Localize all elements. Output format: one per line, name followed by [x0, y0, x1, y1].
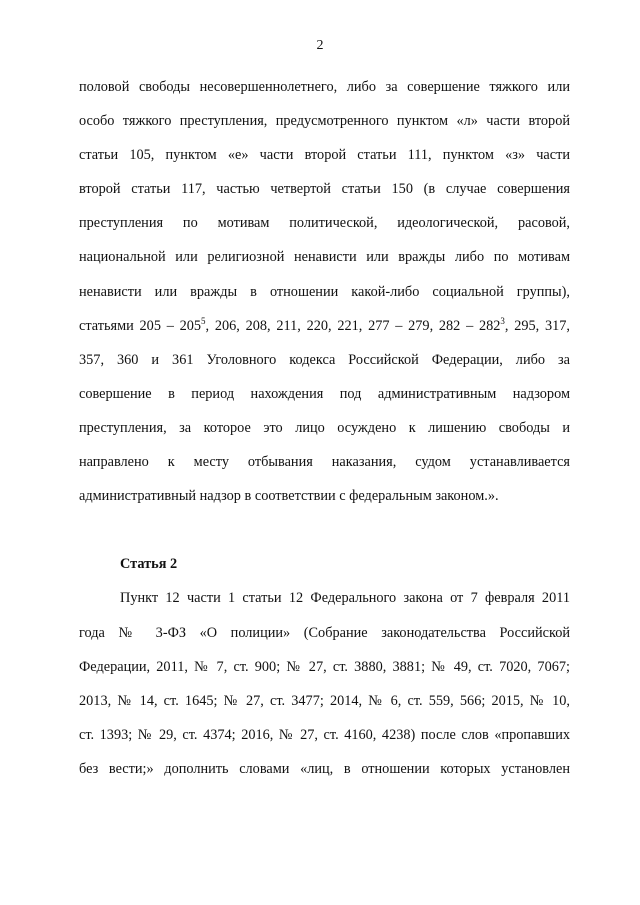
- text-line: года № 3-ФЗ «О полиции» (Собрание законодательства Российской: [79, 624, 570, 641]
- line-part: , 295, 317,: [504, 317, 570, 334]
- article-heading: Статья 2: [120, 556, 178, 573]
- text-line: национальной или религиозной ненависти или вражды либо по мотивам: [79, 249, 570, 266]
- text-line: преступления, за которое это лицо осуждено к лишению свободы и: [79, 419, 570, 436]
- text-line: статьи 105, пунктом «е» части второй статьи 111, пунктом «з» части: [79, 147, 570, 164]
- text-line: 2013, № 14, ст. 1645; № 27, ст. 3477; 2014, № 6, ст. 559, 566; 2015, № 10,: [79, 692, 570, 709]
- document-body: [79, 70, 570, 786]
- text-line: ненависти или вражды в отношении какой-либо социальной группы),: [79, 283, 570, 300]
- text-line-with-superscripts: [79, 309, 570, 343]
- text-line: Федерации, 2011, № 7, ст. 900; № 27, ст. 3880, 3881; № 49, ст. 7020, 7067;: [79, 658, 570, 675]
- paragraph-gap: [79, 513, 570, 547]
- text-line: совершение в период нахождения под административным надзором: [79, 385, 570, 402]
- superscript: 3: [500, 315, 505, 326]
- superscript: 5: [201, 315, 206, 326]
- text-line: особо тяжкого преступления, предусмотренного пунктом «л» части второй: [79, 113, 570, 130]
- paragraph-first-line: Пункт 12 части 1 статьи 12 Федерального закона от 7 февраля 2011: [120, 590, 570, 607]
- text-line: 357, 360 и 361 Уголовного кодекса Российской Федерации, либо за: [79, 351, 570, 368]
- paragraph-last-line: административный надзор в соответствии с федеральным законом.».: [79, 488, 499, 505]
- line-part: статьями 205 – 205: [79, 317, 202, 334]
- text-line: направлено к месту отбывания наказания, судом устанавливается: [79, 454, 570, 471]
- page-number: 2: [316, 38, 324, 53]
- text-line: преступления по мотивам политической, идеологической, расовой,: [79, 215, 570, 232]
- line-part: , 206, 208, 211, 220, 221, 277 – 279, 282 – 282: [205, 317, 501, 334]
- text-line: второй статьи 117, частью четвертой статьи 150 (в случае совершения: [79, 181, 570, 198]
- text-line: без вести;» дополнить словами «лиц, в отношении которых установлен: [79, 760, 570, 777]
- text-line: половой свободы несовершеннолетнего, либо за совершение тяжкого или: [79, 79, 570, 95]
- text-line: ст. 1393; № 29, ст. 4374; 2016, № 27, ст. 4160, 4238) после слов «пропавших: [79, 726, 570, 743]
